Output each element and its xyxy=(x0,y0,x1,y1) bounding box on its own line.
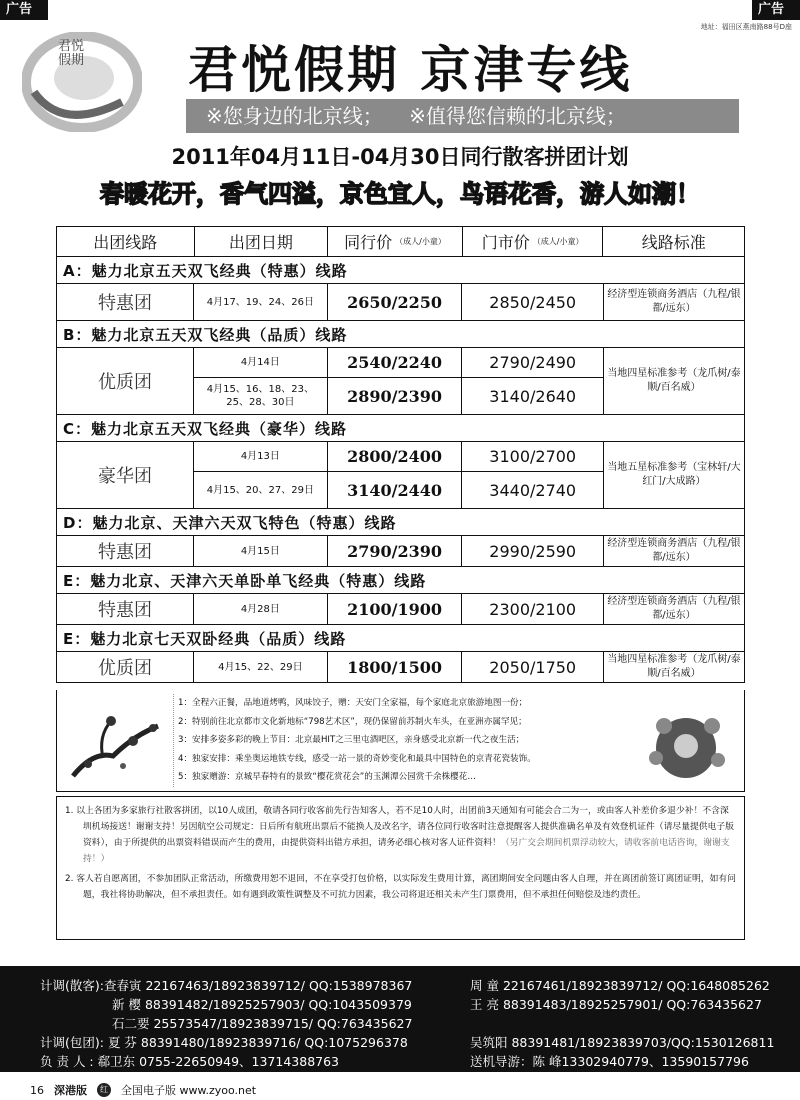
address: 地址：福田区燕南路88号D座 xyxy=(700,23,792,31)
header-standard: 线路标准 xyxy=(641,233,706,252)
date-cell: 4月15、22、29日 xyxy=(194,652,328,682)
header-retail: 门市价 （成人/小童） xyxy=(463,227,604,256)
tagline: 春暖花开，香气四溢，京色宜人，鸟语花香，游人如潮！ xyxy=(100,180,700,208)
tour-group xyxy=(57,442,744,509)
page-footer xyxy=(30,1082,256,1098)
peer-price: 2800/2400 xyxy=(328,442,463,471)
contact-line: 计调(散客):查春寅 22167463/18923839712/ QQ:1538978367 xyxy=(40,978,413,993)
table-row xyxy=(194,536,603,566)
ad-label-right: 广告 xyxy=(752,0,800,20)
retail-price: 2790/2490 xyxy=(489,353,577,372)
date-cell: 4月28日 xyxy=(194,594,328,624)
section-title: E：魅力北京七天双卧经典（品质）线路 xyxy=(57,625,744,652)
contact-line: 石二要 25573547/18923839715/ QQ:763435627 xyxy=(112,1016,413,1031)
site-label: 全国电子版 www.zyoo.net xyxy=(121,1084,257,1097)
page-title: 君悦假期 京津专线 xyxy=(188,40,633,99)
contact-line: 王 亮 88391483/18925257901/ QQ:763435627 xyxy=(470,997,762,1012)
header-peer: 同行价 （成人/小童） xyxy=(328,227,463,256)
date-cell: 4月15、16、18、23、25、28、30日 xyxy=(194,378,328,414)
hotel-standard: 当地四星标准参考（龙爪树/泰顺/百名威） xyxy=(607,654,741,679)
flower-festival-icon xyxy=(634,696,738,786)
page-number: 16 xyxy=(30,1083,44,1097)
date-cell: 4月15、20、27、29日 xyxy=(194,472,328,508)
contact-line: 送机导游：陈 峰13302940779、13590157796 xyxy=(470,1054,749,1069)
tour-group xyxy=(57,594,744,625)
peer-price: 3140/2440 xyxy=(328,472,463,508)
peer-price: 2790/2390 xyxy=(328,536,463,566)
retail-price: 2300/2100 xyxy=(489,599,577,619)
tour-group xyxy=(57,652,744,682)
tour-group xyxy=(57,536,744,567)
tour-group xyxy=(57,348,744,415)
contact-footer xyxy=(0,966,800,1072)
table-header xyxy=(57,227,744,257)
peer-price: 2100/1900 xyxy=(328,594,463,624)
group-name: 特惠团 xyxy=(57,594,194,624)
header-route: 出团线路 xyxy=(57,227,195,256)
hotel-standard: 经济型连锁商务酒店（九程/银都/远东） xyxy=(607,538,741,563)
plan-title: 2011年04月11日-04月30日同行散客拼团计划 xyxy=(171,145,629,169)
group-name: 优质团 xyxy=(57,348,194,414)
table-row xyxy=(194,378,603,414)
date-cell: 4月14日 xyxy=(194,348,328,377)
features-box xyxy=(56,690,745,792)
peer-price: 1800/1500 xyxy=(328,652,463,682)
retail-price: 2850/2450 xyxy=(489,292,577,312)
date-cell: 4月15日 xyxy=(194,536,328,566)
section-title: C：魅力北京五天双飞经典（豪华）线路 xyxy=(57,415,744,442)
table-row xyxy=(194,348,603,378)
date-cell: 4月17、19、24、26日 xyxy=(194,284,328,320)
tour-group xyxy=(57,284,744,321)
group-name: 优质团 xyxy=(57,652,194,682)
list-item: 4：独家安排：乘坐奥运地铁专线，感受一站一景的奇妙变化和最具中国特色的京青花瓷装饰。 xyxy=(178,753,536,764)
retail-price: 3140/2640 xyxy=(489,386,577,406)
section-title: E：魅力北京、天津六天单卧单飞经典（特惠）线路 xyxy=(57,567,744,594)
list-item: 2：特别前往北京都市文化新地标“798艺术区”，现仍保留前苏制火车头，在亚洲亦属罕见； xyxy=(178,716,527,727)
header-date: 出团日期 xyxy=(195,227,329,256)
contact-line: 周 童 22167461/18923839712/ QQ:1648085262 xyxy=(470,978,770,993)
contact-line: 新 樱 88391482/18925257903/ QQ:1043509379 xyxy=(112,997,412,1012)
table-row xyxy=(194,594,603,624)
contact-line: 计调(包团): 夏 芬 88391480/18923839716/ QQ:1075296378 xyxy=(40,1035,408,1050)
slogan-bar: ※您身边的北京线； ※值得您信赖的北京线； xyxy=(186,99,739,133)
list-item: 3：安排多姿多彩的晚上节目：北京最HIT之三里屯酒吧区，亲身感受北京新一代之夜生活； xyxy=(178,735,525,745)
hotel-standard: 当地四星标准参考（龙爪树/泰顺/百名威） xyxy=(607,368,741,393)
group-name: 特惠团 xyxy=(57,536,194,566)
section-title: B：魅力北京五天双飞经典（品质）线路 xyxy=(57,321,744,348)
retail-price: 2050/1750 xyxy=(489,657,577,677)
table-row xyxy=(194,472,603,508)
section-title: A：魅力北京五天双飞经典（特惠）线路 xyxy=(57,257,744,284)
notes-box xyxy=(56,796,745,940)
hotel-standard: 经济型连锁商务酒店（九程/银都/远东） xyxy=(607,289,741,314)
peer-price: 2890/2390 xyxy=(328,378,463,414)
edition-badge: 红 xyxy=(97,1083,111,1097)
section-title: D：魅力北京、天津六天双飞特色（特惠）线路 xyxy=(57,509,744,536)
contact-line: 负 责 人 : 郗卫东 0755-22650949、13714388763 xyxy=(40,1054,340,1069)
group-name: 特惠团 xyxy=(57,284,194,320)
date-cell: 4月13日 xyxy=(194,442,328,471)
retail-price: 3440/2740 xyxy=(489,480,577,500)
hotel-standard: 经济型连锁商务酒店（九程/银都/远东） xyxy=(607,596,741,621)
list-item: 5：独家赠游：京城早春特有的景致“樱花赏花会”的玉渊潭公园赏千余株樱花… xyxy=(178,772,476,782)
note-item: 1. 以上各团为多家旅行社散客拼团，以10人成团，敬请各同行收客前先行告知客人，若不足10人时，出团前3天通知有可能会合二为一，或由客人补差价多退少补！不含深圳机场接送！谢谢支持！另因航空公司规定：日后所有航班出票后不能换人及改名字，请各位同行收客时注意提醒客人提供准确名单及有效登机证件（请尽量提供电子版资料），由于所提供的出票资料错误而产生的费用，由提供资料出错方承担，请务必细心核对客人证件资料！（另广交会期间机票浮动较大，请收客前电话咨询，谢谢支持！） xyxy=(65,806,734,864)
contact-line: 吴筑阳 88391481/18923839703/QQ:1530126811 xyxy=(470,1035,775,1050)
table-row xyxy=(194,284,603,320)
peer-price: 2650/2250 xyxy=(328,284,463,320)
group-name: 豪华团 xyxy=(57,442,194,508)
hotel-standard: 当地五星标准参考（宝林轩/大红门/大成路） xyxy=(607,462,741,487)
note-item: 2. 客人若自愿离团，不参加团队正常活动，所缴费用恕不退回，不在享受打包价格，以实际发生费用计算，离团期间安全问题由客人自理，并在离团前签订离团证明，如有问题，我社将协助解决，但不承担责任。如有遇到政策性调整及不可抗力因素，我公司将退还相关未产生门票费用，但不承担任何赔偿及违约责任。 xyxy=(65,874,736,900)
plum-blossom-icon xyxy=(63,696,171,786)
list-item: 1：全程六正餐，品地道烤鸭，风味饺子，赠：天安门全家福，每个家庭北京旅游地图一份； xyxy=(178,698,528,708)
retail-price: 3100/2700 xyxy=(489,447,577,466)
features-list xyxy=(173,694,637,787)
table-row xyxy=(194,442,603,472)
tour-table xyxy=(56,226,745,683)
table-row xyxy=(194,652,603,682)
ad-label-left: 广告 xyxy=(0,0,48,20)
edition-label: 深港版 xyxy=(54,1084,87,1097)
peer-price: 2540/2240 xyxy=(328,348,463,377)
logo-text: 君悦 假期 xyxy=(58,39,85,68)
retail-price: 2990/2590 xyxy=(489,541,577,561)
